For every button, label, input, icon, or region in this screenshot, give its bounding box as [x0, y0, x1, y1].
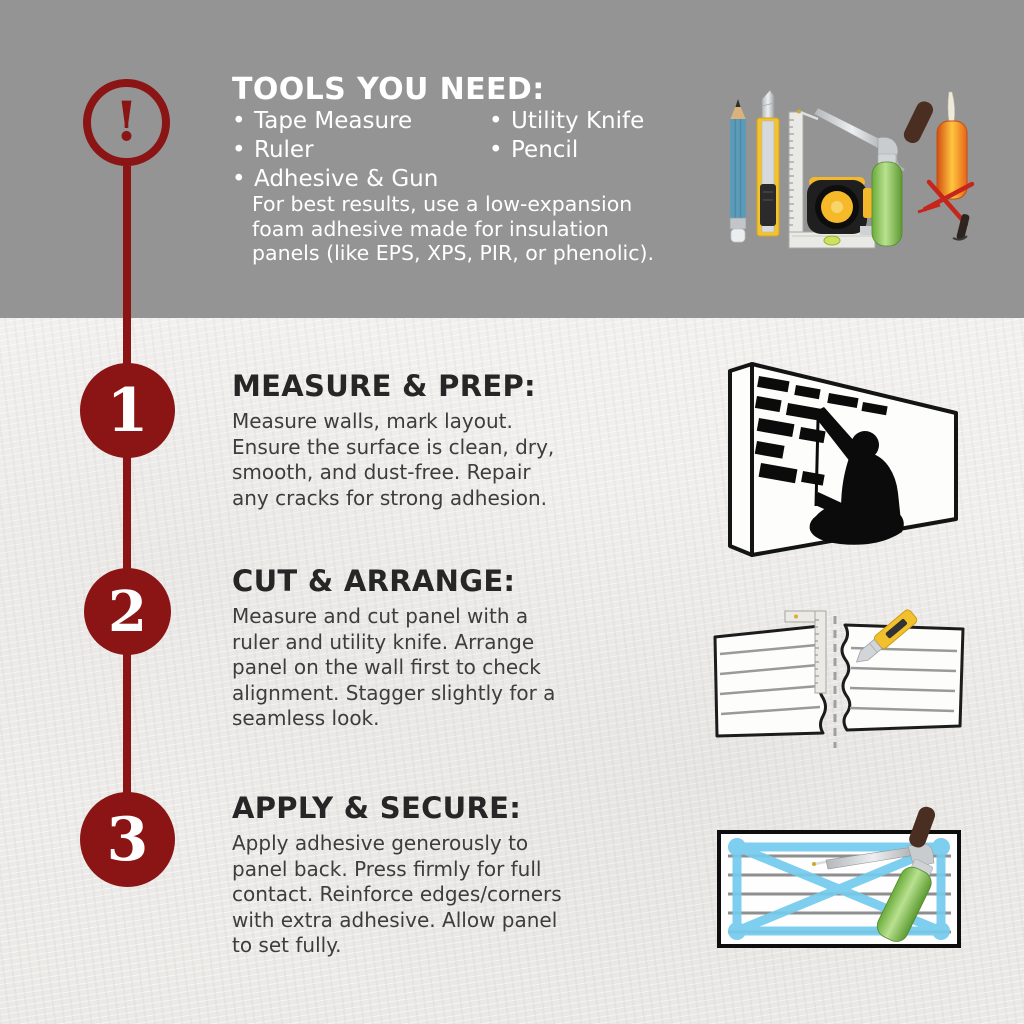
tools-list: [232, 107, 644, 194]
body-text-line: Measure and cut panel with a: [232, 604, 529, 628]
person-measuring-wall-icon: [712, 356, 964, 570]
note-line: For best results, use a low-expansion: [252, 192, 633, 216]
tool-list-item: • Tape Measure: [232, 107, 489, 136]
note-line: panels (like EPS, XPS, PIR, or phenolic).: [252, 241, 655, 265]
body-text-line: Ensure the surface is clean, dry,: [232, 434, 555, 459]
adhesive-note: [252, 192, 654, 266]
body-text-line: to set fully.: [232, 933, 342, 958]
step-2-body: [232, 604, 712, 732]
step-1-text: [232, 369, 712, 511]
step-1-body: [232, 409, 712, 511]
utility-knife-icon: [757, 90, 779, 236]
body-text-line: alignment. Stagger slightly for a: [232, 680, 556, 705]
body-text-line: Measure walls, mark layout.: [232, 409, 513, 433]
exclamation-circle-icon: [83, 79, 170, 166]
tool-list-item: • Adhesive & Gun: [232, 165, 489, 194]
left-panel: [715, 626, 826, 736]
adhesive-pattern-foam-gun-icon: [708, 798, 974, 956]
tools-column-2: [489, 107, 644, 194]
body-text-line: Apply adhesive generously to: [232, 831, 529, 855]
step-2-text: [232, 564, 712, 732]
tools-section-title: TOOLS YOU NEED:: [232, 72, 545, 107]
body-text-line: any cracks for strong adhesion.: [232, 485, 547, 510]
tool-list-item: • Pencil: [489, 136, 644, 165]
tools-illustration: [710, 88, 982, 260]
body-text-line: with extra adhesive. Allow panel: [232, 907, 558, 932]
tape-measure-icon: [807, 177, 872, 235]
body-text-line: contact. Reinforce edges/corners: [232, 882, 562, 907]
step-1-badge: [80, 363, 175, 458]
step-2-number: 2: [108, 578, 147, 645]
step-2-badge: [84, 568, 171, 655]
step-3-body: [232, 831, 712, 959]
note-line: foam adhesive made for insulation: [252, 216, 609, 241]
body-text-line: seamless look.: [232, 706, 380, 731]
right-panel: [842, 625, 963, 730]
exclamation-mark: !: [114, 88, 139, 153]
timeline-connector-line: [123, 166, 131, 840]
step-3-text: [232, 791, 712, 959]
step-1-number: 1: [106, 375, 149, 446]
body-text-line: panel back. Press firmly for full: [232, 856, 542, 881]
step-1-title: MEASURE & PREP:: [232, 369, 536, 403]
step-3-badge: [80, 792, 175, 887]
body-text-line: panel on the wall first to check: [232, 655, 541, 680]
cut-panels-knife-icon: [708, 602, 970, 754]
body-text-line: smooth, and dust-free. Repair: [232, 460, 531, 485]
step-2-title: CUT & ARRANGE:: [232, 564, 516, 598]
tool-list-item: • Utility Knife: [489, 107, 644, 136]
step-3-number: 3: [106, 804, 149, 875]
tool-list-item: • Ruler: [232, 136, 489, 165]
pencil-icon: [730, 99, 746, 242]
tools-column-1: [232, 107, 489, 194]
body-text-line: ruler and utility knife. Arrange: [232, 629, 535, 654]
wall-side-face: [730, 364, 752, 555]
step-3-title: APPLY & SECURE:: [232, 791, 522, 825]
